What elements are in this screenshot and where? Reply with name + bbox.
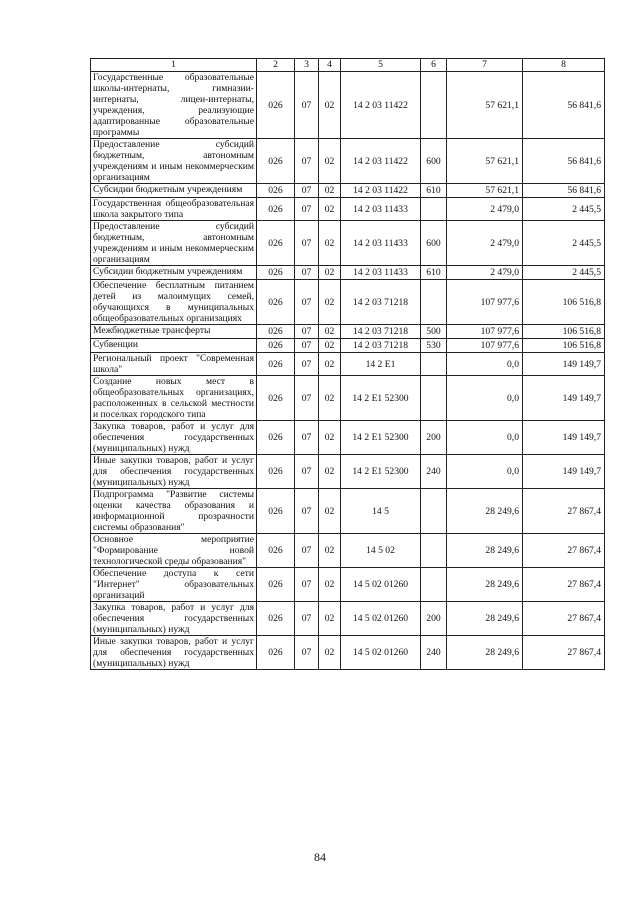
table-row <box>91 602 605 636</box>
cell-amount-1: 0,0 <box>447 421 523 455</box>
cell-ministry-code: 026 <box>257 455 295 489</box>
cell-amount-1: 28 249,6 <box>447 489 523 534</box>
cell-expense-type <box>421 376 447 421</box>
header-cell: 8 <box>523 59 605 72</box>
header-row <box>91 59 605 72</box>
table-row <box>91 339 605 353</box>
cell-amount-2: 2 445,5 <box>523 266 605 280</box>
cell-amount-1: 28 249,6 <box>447 568 523 602</box>
cell-expense-type <box>421 353 447 376</box>
cell-ministry-code: 026 <box>257 325 295 339</box>
row-name: Создание новых мест в общеобразовательных организациях, расположенных в сельской местности и поселках городского типа <box>91 376 257 421</box>
cell-subsection: 02 <box>319 421 341 455</box>
cell-ministry-code: 026 <box>257 376 295 421</box>
cell-expense-type: 600 <box>421 221 447 266</box>
cell-target-article: 14 2 03 11433 <box>341 266 421 280</box>
cell-section: 07 <box>295 602 319 636</box>
cell-amount-1: 28 249,6 <box>447 636 523 670</box>
cell-subsection: 02 <box>319 198 341 221</box>
cell-section: 07 <box>295 353 319 376</box>
table-row <box>91 353 605 376</box>
cell-section: 07 <box>295 266 319 280</box>
table-row <box>91 534 605 568</box>
cell-expense-type <box>421 489 447 534</box>
cell-section: 07 <box>295 568 319 602</box>
row-name: Государственные образовательные школы-интернаты, гимназии-интернаты, лицеи-интернаты, учреждения, реализующие адаптированные образовательные программы <box>91 72 257 139</box>
cell-target-article: 14 2 03 11433 <box>341 221 421 266</box>
cell-subsection: 02 <box>319 455 341 489</box>
header-cell: 7 <box>447 59 523 72</box>
cell-target-article: 14 2 E1 52300 <box>341 421 421 455</box>
table-row <box>91 198 605 221</box>
cell-ministry-code: 026 <box>257 636 295 670</box>
cell-amount-1: 107 977,6 <box>447 339 523 353</box>
cell-section: 07 <box>295 280 319 325</box>
cell-amount-2: 27 867,4 <box>523 636 605 670</box>
cell-ministry-code: 026 <box>257 198 295 221</box>
cell-target-article: 14 5 <box>341 489 421 534</box>
header-cell: 2 <box>257 59 295 72</box>
cell-expense-type <box>421 534 447 568</box>
page-number: 84 <box>314 850 326 864</box>
cell-amount-2: 106 516,8 <box>523 280 605 325</box>
cell-ministry-code: 026 <box>257 280 295 325</box>
table-row <box>91 568 605 602</box>
cell-section: 07 <box>295 184 319 198</box>
table-row <box>91 455 605 489</box>
cell-subsection: 02 <box>319 534 341 568</box>
cell-amount-2: 149 149,7 <box>523 376 605 421</box>
cell-target-article: 14 2 03 11433 <box>341 198 421 221</box>
budget-table <box>90 58 605 670</box>
cell-ministry-code: 026 <box>257 534 295 568</box>
cell-amount-1: 0,0 <box>447 353 523 376</box>
cell-section: 07 <box>295 198 319 221</box>
cell-expense-type <box>421 198 447 221</box>
table-row <box>91 489 605 534</box>
cell-expense-type: 200 <box>421 602 447 636</box>
cell-amount-1: 0,0 <box>447 376 523 421</box>
row-name: Обеспечение доступа к сети "Интернет" образовательных организаций <box>91 568 257 602</box>
cell-amount-2: 106 516,8 <box>523 339 605 353</box>
cell-expense-type: 610 <box>421 184 447 198</box>
row-name: Субсидии бюджетным учреждениям <box>91 184 257 198</box>
cell-ministry-code: 026 <box>257 221 295 266</box>
header-cell: 3 <box>295 59 319 72</box>
cell-expense-type: 240 <box>421 455 447 489</box>
cell-amount-2: 27 867,4 <box>523 534 605 568</box>
table-body <box>91 72 605 670</box>
cell-subsection: 02 <box>319 139 341 184</box>
cell-amount-1: 0,0 <box>447 455 523 489</box>
cell-target-article: 14 5 02 01260 <box>341 602 421 636</box>
cell-amount-2: 56 841,6 <box>523 72 605 139</box>
header-cell: 4 <box>319 59 341 72</box>
row-name: Региональный проект "Современная школа" <box>91 353 257 376</box>
cell-amount-1: 107 977,6 <box>447 325 523 339</box>
cell-expense-type: 500 <box>421 325 447 339</box>
row-name: Иные закупки товаров, работ и услуг для обеспечения государственных (муниципальных) нужд <box>91 636 257 670</box>
cell-ministry-code: 026 <box>257 421 295 455</box>
table-row <box>91 636 605 670</box>
cell-section: 07 <box>295 72 319 139</box>
cell-section: 07 <box>295 221 319 266</box>
table-row <box>91 221 605 266</box>
cell-amount-1: 2 479,0 <box>447 198 523 221</box>
cell-expense-type <box>421 72 447 139</box>
header-cell: 5 <box>341 59 421 72</box>
table-row <box>91 139 605 184</box>
cell-amount-2: 2 445,5 <box>523 198 605 221</box>
cell-subsection: 02 <box>319 568 341 602</box>
cell-expense-type <box>421 280 447 325</box>
cell-target-article: 14 2 E1 52300 <box>341 455 421 489</box>
cell-amount-2: 27 867,4 <box>523 489 605 534</box>
row-name: Межбюджетные трансферты <box>91 325 257 339</box>
cell-amount-1: 2 479,0 <box>447 266 523 280</box>
cell-expense-type: 610 <box>421 266 447 280</box>
cell-target-article: 14 2 03 11422 <box>341 72 421 139</box>
cell-amount-1: 57 621,1 <box>447 139 523 184</box>
cell-section: 07 <box>295 534 319 568</box>
table-row <box>91 184 605 198</box>
cell-ministry-code: 026 <box>257 568 295 602</box>
cell-amount-1: 57 621,1 <box>447 72 523 139</box>
cell-expense-type: 530 <box>421 339 447 353</box>
cell-subsection: 02 <box>319 325 341 339</box>
cell-target-article: 14 5 02 <box>341 534 421 568</box>
cell-amount-2: 56 841,6 <box>523 139 605 184</box>
cell-subsection: 02 <box>319 376 341 421</box>
row-name: Субвенции <box>91 339 257 353</box>
cell-section: 07 <box>295 421 319 455</box>
cell-section: 07 <box>295 636 319 670</box>
cell-amount-2: 149 149,7 <box>523 455 605 489</box>
cell-expense-type: 200 <box>421 421 447 455</box>
cell-amount-2: 27 867,4 <box>523 602 605 636</box>
cell-subsection: 02 <box>319 184 341 198</box>
cell-ministry-code: 026 <box>257 72 295 139</box>
cell-ministry-code: 026 <box>257 602 295 636</box>
cell-subsection: 02 <box>319 353 341 376</box>
cell-subsection: 02 <box>319 602 341 636</box>
cell-subsection: 02 <box>319 636 341 670</box>
cell-target-article: 14 2 E1 <box>341 353 421 376</box>
row-name: Субсидии бюджетным учреждениям <box>91 266 257 280</box>
cell-section: 07 <box>295 376 319 421</box>
table-row <box>91 280 605 325</box>
header-cell: 1 <box>91 59 257 72</box>
row-name: Предоставление субсидий бюджетным, автономным учреждениям и иным некоммерческим организациям <box>91 221 257 266</box>
cell-target-article: 14 2 03 11422 <box>341 184 421 198</box>
cell-target-article: 14 2 03 11422 <box>341 139 421 184</box>
row-name: Обеспечение бесплатным питанием детей из малоимущих семей, обучающихся в муниципальных общеобразовательных организациях <box>91 280 257 325</box>
cell-ministry-code: 026 <box>257 353 295 376</box>
cell-subsection: 02 <box>319 72 341 139</box>
cell-section: 07 <box>295 139 319 184</box>
cell-amount-2: 149 149,7 <box>523 421 605 455</box>
cell-section: 07 <box>295 455 319 489</box>
cell-ministry-code: 026 <box>257 266 295 280</box>
table-row <box>91 72 605 139</box>
cell-amount-1: 2 479,0 <box>447 221 523 266</box>
cell-ministry-code: 026 <box>257 184 295 198</box>
cell-subsection: 02 <box>319 489 341 534</box>
cell-amount-2: 149 149,7 <box>523 353 605 376</box>
row-name: Основное мероприятие "Формирование новой технологической среды образования" <box>91 534 257 568</box>
cell-subsection: 02 <box>319 221 341 266</box>
cell-target-article: 14 5 02 01260 <box>341 636 421 670</box>
cell-ministry-code: 026 <box>257 139 295 184</box>
cell-target-article: 14 2 03 71218 <box>341 339 421 353</box>
cell-subsection: 02 <box>319 266 341 280</box>
cell-subsection: 02 <box>319 339 341 353</box>
table-row <box>91 376 605 421</box>
cell-amount-2: 27 867,4 <box>523 568 605 602</box>
cell-section: 07 <box>295 325 319 339</box>
row-name: Государственная общеобразовательная школа закрытого типа <box>91 198 257 221</box>
row-name: Закупка товаров, работ и услуг для обеспечения государственных (муниципальных) нужд <box>91 602 257 636</box>
cell-target-article: 14 2 03 71218 <box>341 325 421 339</box>
cell-expense-type: 240 <box>421 636 447 670</box>
cell-amount-2: 106 516,8 <box>523 325 605 339</box>
cell-amount-2: 56 841,6 <box>523 184 605 198</box>
cell-target-article: 14 5 02 01260 <box>341 568 421 602</box>
table-row <box>91 421 605 455</box>
cell-ministry-code: 026 <box>257 339 295 353</box>
cell-target-article: 14 2 03 71218 <box>341 280 421 325</box>
row-name: Иные закупки товаров, работ и услуг для обеспечения государственных (муниципальных) нужд <box>91 455 257 489</box>
cell-amount-2: 2 445,5 <box>523 221 605 266</box>
cell-amount-1: 107 977,6 <box>447 280 523 325</box>
cell-amount-1: 28 249,6 <box>447 534 523 568</box>
cell-section: 07 <box>295 489 319 534</box>
cell-target-article: 14 2 E1 52300 <box>341 376 421 421</box>
table-row <box>91 325 605 339</box>
row-name: Подпрограмма "Развитие системы оценки качества образования и информационной прозрачности системы образования" <box>91 489 257 534</box>
table-row <box>91 266 605 280</box>
cell-subsection: 02 <box>319 280 341 325</box>
cell-ministry-code: 026 <box>257 489 295 534</box>
row-name: Предоставление субсидий бюджетным, автономным учреждениям и иным некоммерческим организациям <box>91 139 257 184</box>
cell-amount-1: 28 249,6 <box>447 602 523 636</box>
cell-expense-type <box>421 568 447 602</box>
row-name: Закупка товаров, работ и услуг для обеспечения государственных (муниципальных) нужд <box>91 421 257 455</box>
header-cell: 6 <box>421 59 447 72</box>
cell-section: 07 <box>295 339 319 353</box>
cell-amount-1: 57 621,1 <box>447 184 523 198</box>
cell-expense-type: 600 <box>421 139 447 184</box>
